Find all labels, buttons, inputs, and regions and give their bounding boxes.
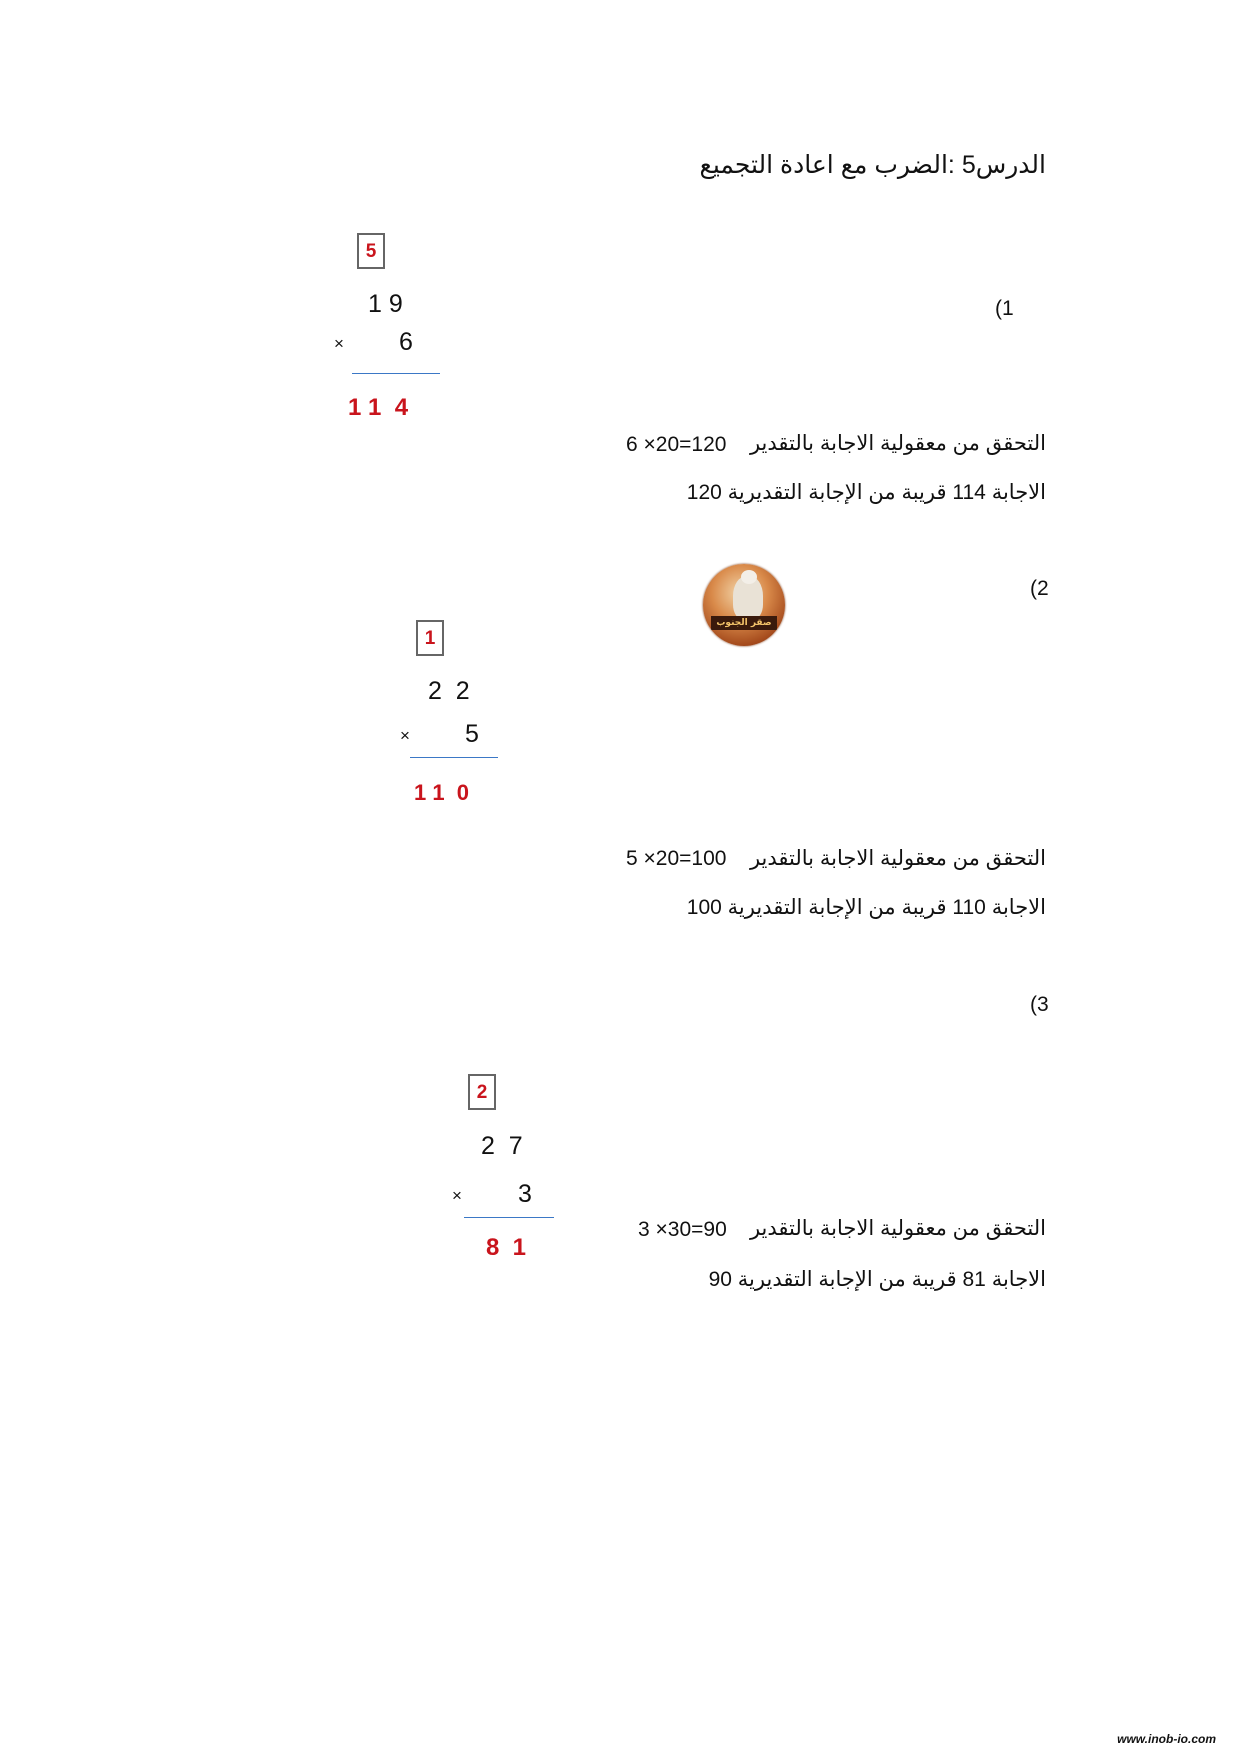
multiplier-1: 6 (399, 328, 413, 356)
logo-text: صقر الجنوب (711, 616, 777, 630)
question-number-1: (1 (995, 297, 1014, 320)
check-equation-1: 6 ×20=120 (626, 433, 727, 456)
carry-box-1: 5 (357, 233, 385, 269)
answer-line-2: الاجابة 110 قريبة من الإجابة التقديرية 100 (686, 896, 1046, 919)
bird-head (741, 570, 757, 584)
multiplicand-3: 2 7 (481, 1132, 523, 1160)
times-sign-2: × (400, 726, 410, 745)
multiplicand-1: 1 9 (368, 290, 403, 318)
check-label-1: التحقق من معقولية الاجابة بالتقدير (749, 432, 1046, 455)
result-2: 1 1 0 (414, 780, 470, 805)
check-label-3: التحقق من معقولية الاجابة بالتقدير (749, 1217, 1046, 1240)
question-number-2: (2 (1030, 577, 1049, 600)
carry-box-2: 1 (416, 620, 444, 656)
multiplier-3: 3 (518, 1180, 532, 1208)
result-line-2 (410, 757, 498, 758)
check-label-2: التحقق من معقولية الاجابة بالتقدير (749, 847, 1046, 870)
check-equation-3: 3 ×30=90 (638, 1218, 727, 1241)
times-sign-3: × (452, 1186, 462, 1205)
result-line-3 (464, 1217, 554, 1218)
multiplier-2: 5 (465, 720, 479, 748)
question-number-3: (3 (1030, 993, 1049, 1016)
multiplicand-2: 2 2 (428, 677, 470, 705)
logo-image (703, 564, 785, 646)
result-line-1 (352, 373, 440, 374)
answer-line-1: الاجابة 114 قريبة من الإجابة التقديرية 120 (686, 481, 1046, 504)
result-3: 8 1 (486, 1234, 527, 1261)
check-equation-2: 5 ×20=100 (626, 847, 727, 870)
page-title: الدرس5 :الضرب مع اعادة التجميع (699, 151, 1046, 179)
result-1: 1 1 4 (348, 394, 409, 421)
answer-line-3: الاجابة 81 قريبة من الإجابة التقديرية 90 (708, 1268, 1046, 1291)
footer-url: www.inob-io.com (1117, 1732, 1216, 1746)
carry-box-3: 2 (468, 1074, 496, 1110)
times-sign-1: × (334, 334, 344, 353)
